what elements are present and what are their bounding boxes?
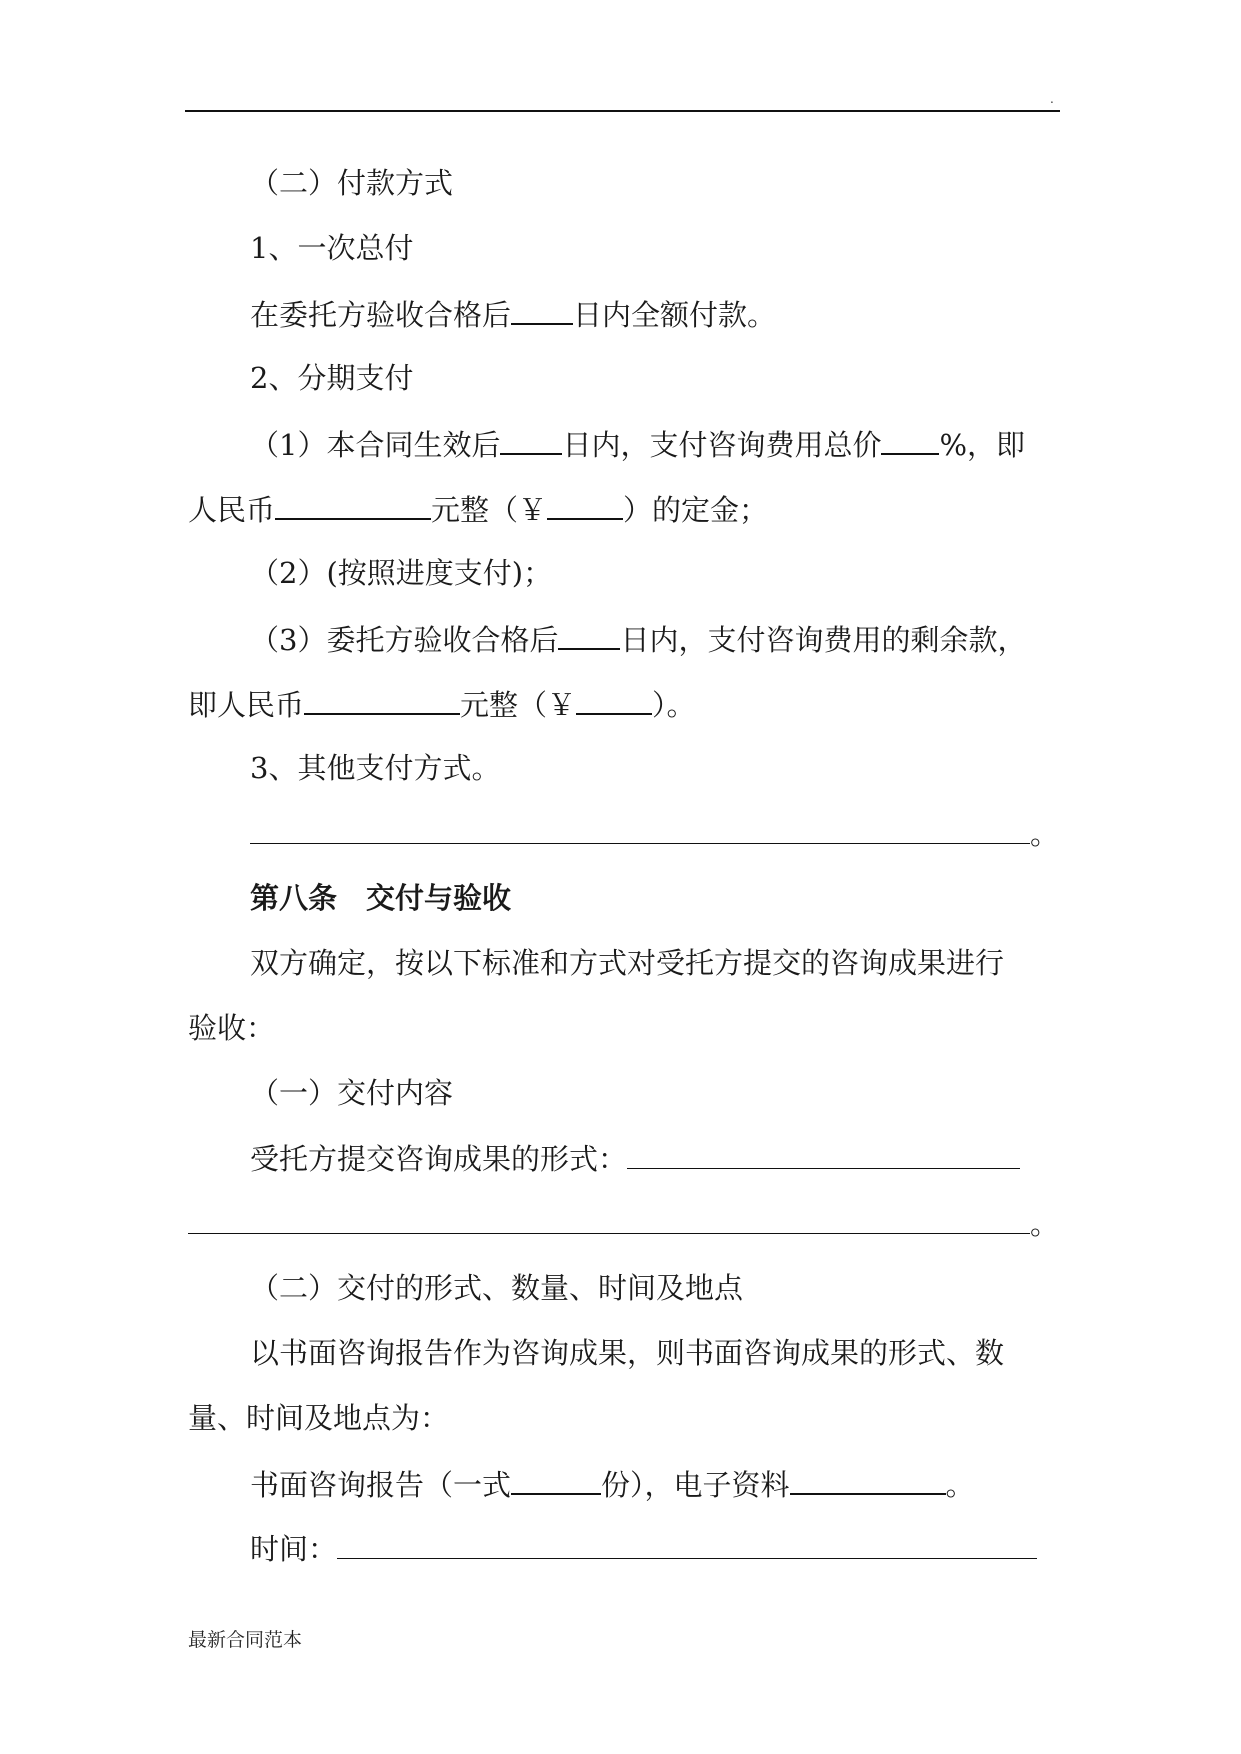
item-other-payment: 3、其他支付方式。 xyxy=(250,751,501,785)
other-payment-fill-line xyxy=(250,813,1059,854)
period-mark: 。 xyxy=(1030,817,1060,851)
period-mark: 。 xyxy=(1030,1207,1060,1241)
rmb-amount-blank[interactable] xyxy=(275,488,431,520)
percent-blank[interactable] xyxy=(881,423,939,455)
subsection-delivery-form: （二）交付的形式、数量、时间及地点 xyxy=(250,1271,744,1305)
yen-amount-blank[interactable] xyxy=(576,683,652,715)
days-blank[interactable] xyxy=(511,293,573,325)
rmb-label: 人民币 xyxy=(188,493,276,527)
item-installment: 2、分期支付 xyxy=(250,361,414,395)
header-dot: . xyxy=(1050,92,1054,106)
written-report-clause: 以书面咨询报告作为咨询成果，则书面咨询成果的形式、数 xyxy=(250,1336,1005,1370)
time-label: 时间： xyxy=(250,1532,338,1566)
installment-1-text-c: %，即 xyxy=(939,428,1026,462)
rmb-amount-blank[interactable] xyxy=(304,683,460,715)
yuan-label: 元整（￥ xyxy=(460,688,577,722)
electronic-data-label: 份），电子资料 xyxy=(601,1468,790,1502)
delivery-form-clause xyxy=(250,1138,1020,1179)
written-report-clause-cont: 量、时间及地点为： xyxy=(188,1401,450,1435)
report-copies-label: 书面咨询报告（一式 xyxy=(250,1468,512,1502)
header-rule xyxy=(185,110,1060,112)
time-blank[interactable] xyxy=(337,1528,1037,1559)
installment-1-text-b: 日内，支付咨询费用总价 xyxy=(562,428,882,462)
rmb-label: 即人民币 xyxy=(188,688,305,722)
yuan-label: 元整（￥ xyxy=(431,493,548,527)
copies-blank[interactable] xyxy=(511,1463,601,1495)
lump-sum-text-a: 在委托方验收合格后 xyxy=(250,298,512,332)
lump-sum-text-b: 日内全额付款。 xyxy=(573,298,777,332)
installment-clause-1-cont xyxy=(188,488,768,530)
installment-clause-3 xyxy=(250,618,1026,660)
time-clause xyxy=(250,1528,1037,1569)
delivery-form-blank-cont[interactable] xyxy=(188,1203,1030,1234)
lump-sum-clause xyxy=(250,293,776,335)
installment-clause-1 xyxy=(250,423,1025,465)
closing-text: ）。 xyxy=(652,688,696,722)
installment-3-text-b: 日内，支付咨询费用的剩余款， xyxy=(620,623,1027,657)
installment-3-text-a: （3）委托方验收合格后 xyxy=(250,623,559,657)
acceptance-intro-cont: 验收： xyxy=(188,1011,276,1045)
report-copies-clause xyxy=(250,1463,975,1505)
footer-text: 最新合同范本 xyxy=(188,1629,303,1651)
subsection-delivery-content: （一）交付内容 xyxy=(250,1076,454,1110)
item-lump-sum: 1、一次总付 xyxy=(250,231,414,265)
days-blank[interactable] xyxy=(558,618,620,650)
days-blank[interactable] xyxy=(500,423,562,455)
installment-clause-2: （2）(按照进度支付)； xyxy=(250,556,553,590)
electronic-data-blank[interactable] xyxy=(790,1463,946,1495)
delivery-form-label: 受托方提交咨询成果的形式： xyxy=(250,1142,628,1176)
acceptance-intro: 双方确定，按以下标准和方式对受托方提交的咨询成果进行 xyxy=(250,946,1005,980)
deposit-text: ）的定金； xyxy=(623,493,769,527)
other-payment-blank[interactable] xyxy=(250,813,1030,844)
delivery-form-fill-line xyxy=(188,1203,1059,1244)
yen-amount-blank[interactable] xyxy=(547,488,623,520)
delivery-form-blank[interactable] xyxy=(627,1138,1020,1169)
installment-1-text-a: （1）本合同生效后 xyxy=(250,428,501,462)
article-8-heading: 第八条 交付与验收 xyxy=(250,881,512,915)
subsection-payment-method: （二）付款方式 xyxy=(250,166,454,200)
period-mark: 。 xyxy=(945,1468,975,1502)
installment-clause-3-cont xyxy=(188,683,696,725)
